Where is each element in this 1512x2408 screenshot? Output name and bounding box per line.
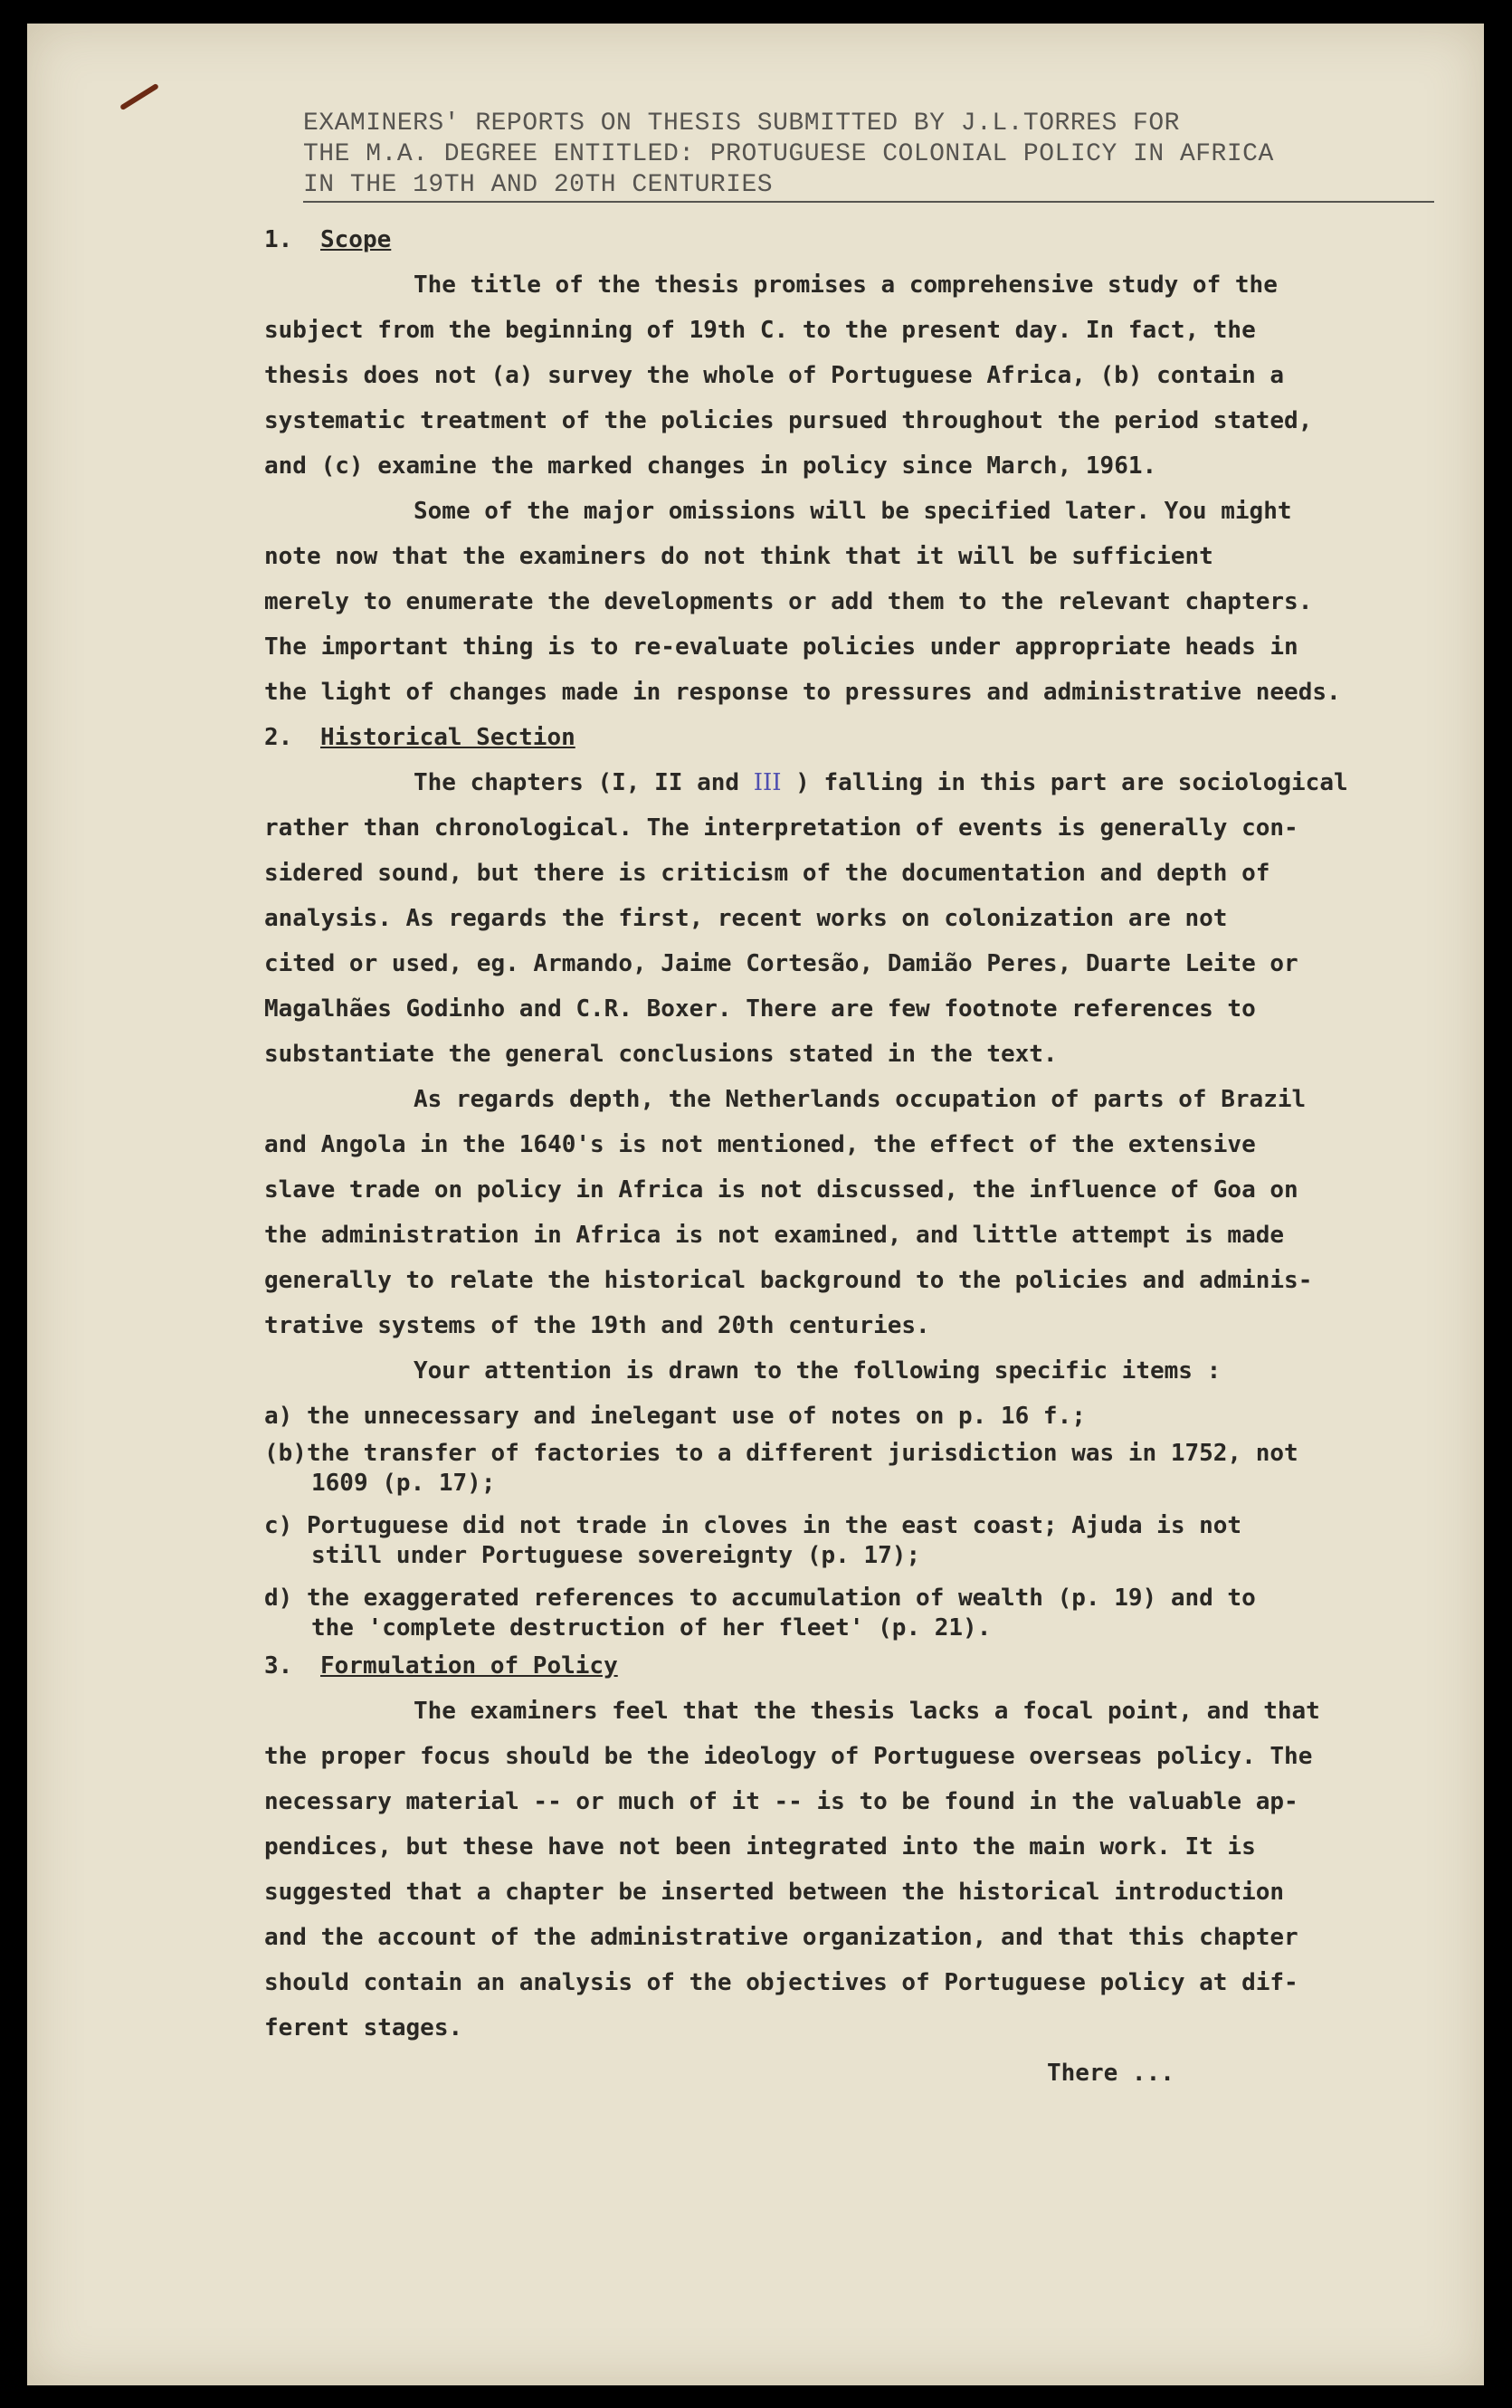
- list-item: d) the exaggerated references to accumulation of wealth (p. 19) and to: [264, 1585, 1256, 1612]
- paragraph-line: generally to relate the historical background to the policies and adminis-: [264, 1267, 1313, 1294]
- paragraph-line: the administration in Africa is not examined, and little attempt is made: [264, 1222, 1285, 1249]
- list-item-continuation: the 'complete destruction of her fleet' (p. 21).: [311, 1614, 992, 1642]
- section-heading-policy: [264, 1643, 1413, 1689]
- paragraph-line: thesis does not (a) survey the whole of Portuguese Africa, (b) contain a: [264, 362, 1285, 389]
- paragraph-line: The important thing is to re-evaluate policies under appropriate heads in: [264, 633, 1298, 661]
- paragraph-line: subject from the beginning of 19th C. to the present day. In fact, the: [264, 317, 1256, 344]
- paragraph-line: systematic treatment of the policies pursued throughout the period stated,: [264, 407, 1313, 434]
- section-title: Historical Section: [320, 724, 575, 751]
- paragraph-line: sidered sound, but there is criticism of the documentation and depth of: [264, 860, 1270, 887]
- paragraph-line: rather than chronological. The interpretation of events is generally con-: [264, 814, 1298, 842]
- paragraph-line: The examiners feel that the thesis lacks a focal point, and that: [414, 1698, 1320, 1725]
- section-number: 1.: [264, 226, 293, 253]
- paragraph-line: should contain an analysis of the objectives of Portuguese policy at dif-: [264, 1969, 1298, 1996]
- paragraph-line: Magalhães Godinho and C.R. Boxer. There are few footnote references to: [264, 995, 1256, 1023]
- report-body: [264, 217, 1413, 2096]
- paragraph-line: Some of the major omissions will be specified later. You might: [414, 498, 1292, 525]
- list-item-continuation: still under Portuguese sovereignty (p. 17);: [311, 1542, 921, 1569]
- section-title: Formulation of Policy: [320, 1652, 618, 1680]
- section-heading-scope: [264, 217, 1413, 262]
- page-continuation: There ...: [1047, 2060, 1174, 2087]
- section-number: 2.: [264, 724, 293, 751]
- text-run: ) falling in this part are sociological: [781, 769, 1348, 796]
- list-item: a) the unnecessary and inelegant use of notes on p. 16 f.;: [264, 1403, 1086, 1430]
- list-item-continuation: 1609 (p. 17);: [311, 1470, 496, 1497]
- paragraph-line: and (c) examine the marked changes in policy since March, 1961.: [264, 452, 1157, 480]
- paragraph-line: note now that the examiners do not think that it will be sufficient: [264, 543, 1213, 570]
- paragraph-line: the light of changes made in response to pressures and administrative needs.: [264, 679, 1341, 706]
- paragraph-line: ferent stages.: [264, 2014, 463, 2042]
- paragraph-line: and the account of the administrative organization, and that this chapter: [264, 1924, 1298, 1951]
- paragraph-line: slave trade on policy in Africa is not discussed, the influence of Goa on: [264, 1176, 1298, 1204]
- paragraph-line: suggested that a chapter be inserted between the historical introduction: [264, 1879, 1285, 1906]
- paragraph-line: trative systems of the 19th and 20th centuries.: [264, 1312, 930, 1339]
- list-item: (b)the transfer of factories to a different jurisdiction was in 1752, not: [264, 1440, 1298, 1467]
- paragraph-line: merely to enumerate the developments or add them to the relevant chapters.: [264, 588, 1313, 615]
- paragraph-line: [264, 760, 1413, 805]
- handwritten-annotation: III: [753, 769, 782, 796]
- paragraph-line: As regards depth, the Netherlands occupation of parts of Brazil: [414, 1086, 1307, 1113]
- section-heading-historical: [264, 715, 1413, 760]
- text-run: The chapters (I, II and: [414, 769, 754, 796]
- paragraph-line: pendices, but these have not been integrated into the main work. It is: [264, 1833, 1256, 1861]
- heading-line: EXAMINERS' REPORTS ON THESIS SUBMITTED BY J.L.TORRES FOR: [303, 109, 1180, 138]
- heading-line: IN THE 19TH AND 20TH CENTURIES: [303, 170, 1434, 203]
- paragraph-line: The title of the thesis promises a comprehensive study of the: [414, 271, 1278, 299]
- paragraph-line: the proper focus should be the ideology of Portuguese overseas policy. The: [264, 1743, 1313, 1770]
- paragraph-line: substantiate the general conclusions stated in the text.: [264, 1041, 1058, 1068]
- list-item: c) Portuguese did not trade in cloves in the east coast; Ajuda is not: [264, 1512, 1242, 1539]
- section-number: 3.: [264, 1652, 293, 1680]
- report-heading: [303, 109, 1434, 203]
- paragraph-line: Your attention is drawn to the following specific items :: [414, 1357, 1222, 1385]
- heading-line: THE M.A. DEGREE ENTITLED: PROTUGUESE COLONIAL POLICY IN AFRICA: [303, 140, 1274, 168]
- paragraph-line: analysis. As regards the first, recent works on colonization are not: [264, 905, 1228, 932]
- paragraph-line: and Angola in the 1640's is not mentioned, the effect of the extensive: [264, 1131, 1256, 1158]
- paragraph-line: cited or used, eg. Armando, Jaime Cortesão, Damião Peres, Duarte Leite or: [264, 950, 1298, 977]
- ink-mark: [119, 83, 159, 111]
- section-title: Scope: [320, 226, 392, 253]
- paragraph-line: necessary material -- or much of it -- is to be found in the valuable ap-: [264, 1788, 1298, 1815]
